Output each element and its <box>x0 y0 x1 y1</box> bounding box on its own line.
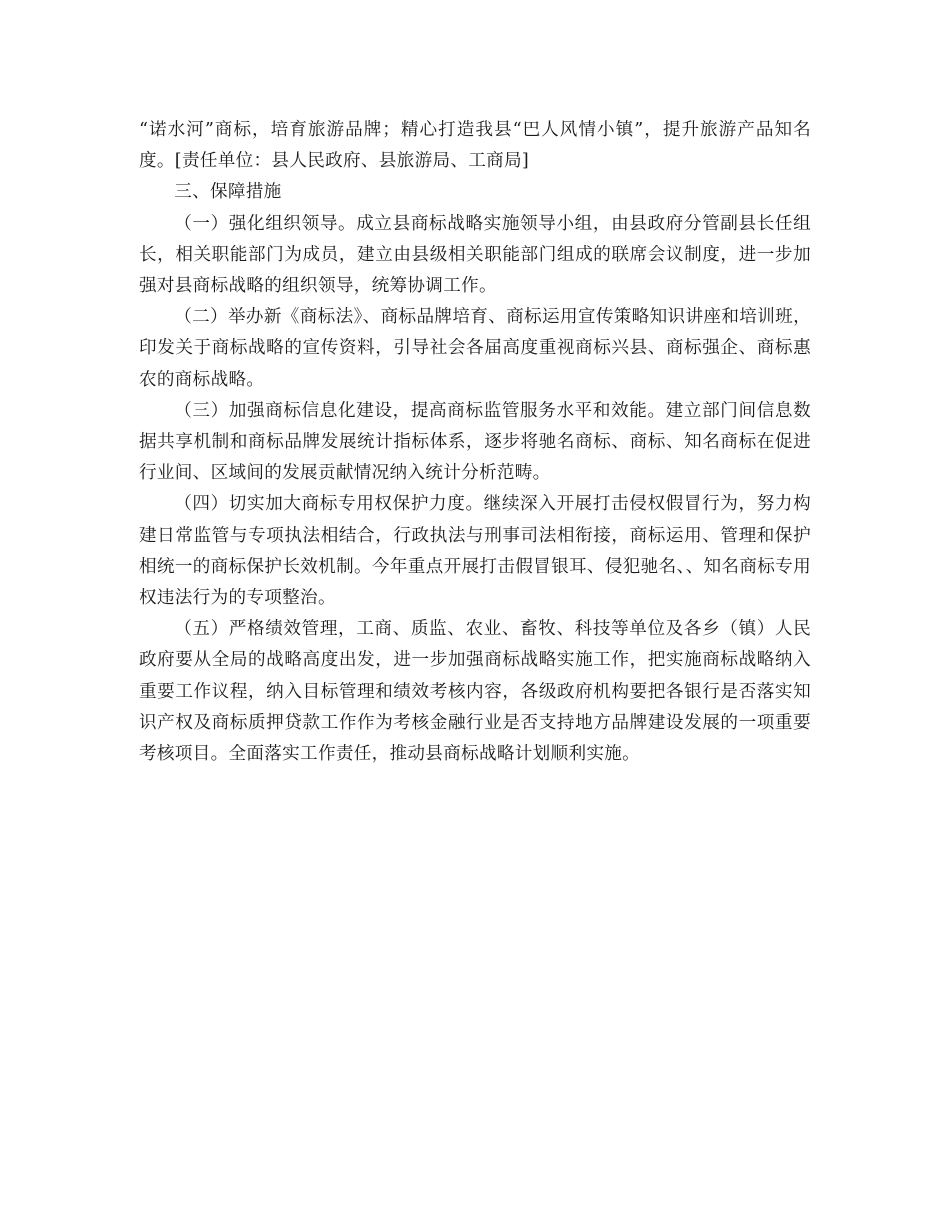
paragraph-measure-1: （一）强化组织领导。成立县商标战略实施领导小组，由县政府分管副县长任组长，相关职能部门为成员，建立由县级相关职能部门组成的联席会议制度，进一步加强对县商标战略的组织领导，统筹协调工作。 <box>139 213 811 297</box>
paragraph-measure-5: （五）严格绩效管理，工商、质监、农业、畜牧、科技等单位及各乡（镇）人民政府要从全局的战略高度出发，进一步加强商标战略实施工作，把实施商标战略纳入重要工作议程，纳入目标管理和绩效考核内容，各级政府机构要把各银行是否落实知识产权及商标质押贷款工作作为考核金融行业是否支持地方品牌建设发展的一项重要考核项目。全面落实工作责任，推动县商标战略计划顺利实施。 <box>139 619 811 765</box>
paragraph-measure-2: （二）举办新《商标法》、商标品牌培育、商标运用宣传策略知识讲座和培训班，印发关于商标战略的宣传资料，引导社会各届高度重视商标兴县、商标强企、商标惠农的商标战略。 <box>139 307 811 390</box>
paragraph-measure-4: （四）切实加大商标专用权保护力度。继续深入开展打击侵权假冒行为，努力构建日常监管与专项执法相结合，行政执法与刑事司法相衔接，商标运用、管理和保护相统一的商标保护长效机制。今年重点开展打击假冒银耳、侵犯驰名、、知名商标专用权违法行为的专项整治。 <box>139 494 811 609</box>
section-heading-safeguards: 三、保障措施 <box>174 182 282 203</box>
document-page <box>139 115 811 770</box>
paragraph-continuation: “诺水河”商标，培育旅游品牌；精心打造我县“巴人风情小镇”，提升旅游产品知名度。[责任单位：县人民政府、县旅游局、工商局] <box>139 120 811 172</box>
paragraph-measure-3: （三）加强商标信息化建设，提高商标监管服务水平和效能。建立部门间信息数据共享机制和商标品牌发展统计指标体系，逐步将驰名商标、商标、知名商标在促进行业间、区域间的发展贡献情况纳入统计分析范畴。 <box>139 400 811 484</box>
